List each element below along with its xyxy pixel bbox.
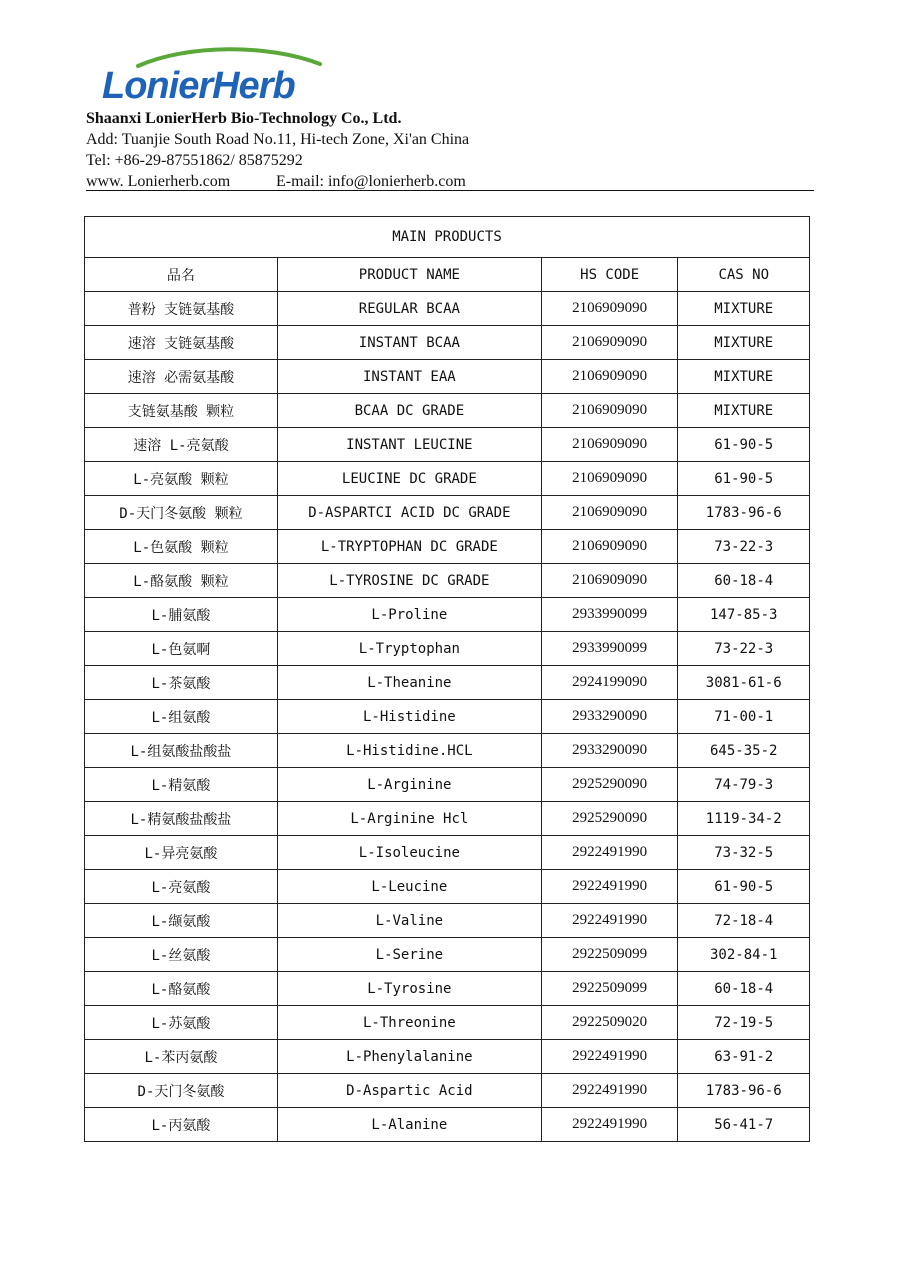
cell-chinese-name: L-精氨酸盐酸盐 [85, 802, 278, 836]
cell-hs-code: 2925290090 [541, 802, 678, 836]
cell-product-name: INSTANT BCAA [277, 326, 541, 360]
cell-cas-no: 1783-96-6 [678, 496, 810, 530]
cell-chinese-name: 速溶 支链氨基酸 [85, 326, 278, 360]
cell-product-name: L-Threonine [277, 1006, 541, 1040]
cell-product-name: L-Histidine [277, 700, 541, 734]
table-row [85, 428, 810, 462]
cell-product-name: L-Histidine.HCL [277, 734, 541, 768]
cell-hs-code: 2933990099 [541, 598, 678, 632]
company-contact-line [86, 171, 469, 192]
cell-hs-code: 2922491990 [541, 1040, 678, 1074]
cell-cas-no: 63-91-2 [678, 1040, 810, 1074]
table-row [85, 1074, 810, 1108]
cell-hs-code: 2922491990 [541, 870, 678, 904]
table-row [85, 904, 810, 938]
company-name: Shaanxi LonierHerb Bio-Technology Co., Ltd. [86, 110, 402, 127]
table-row [85, 632, 810, 666]
cell-chinese-name: 普粉 支链氨基酸 [85, 292, 278, 326]
cell-cas-no: 60-18-4 [678, 564, 810, 598]
company-tel: Tel: +86-29-87551862/ 85875292 [86, 152, 303, 169]
lonierherb-logo [98, 46, 338, 106]
cell-product-name: L-Leucine [277, 870, 541, 904]
table-row [85, 564, 810, 598]
company-address: Add: Tuanjie South Road No.11, Hi-tech Zone, Xi'an China [86, 131, 470, 148]
logo-wordmark: LonierHerb [102, 65, 295, 106]
col-header-chinese-name: 品名 [85, 258, 278, 292]
cell-product-name: INSTANT EAA [277, 360, 541, 394]
cell-product-name: L-TRYPTOPHAN DC GRADE [277, 530, 541, 564]
cell-cas-no: 73-32-5 [678, 836, 810, 870]
company-email: E-mail: info@lonierherb.com [276, 173, 466, 190]
table-row [85, 734, 810, 768]
table-title: MAIN PRODUCTS [85, 217, 810, 258]
cell-cas-no: 71-00-1 [678, 700, 810, 734]
cell-hs-code: 2922491990 [541, 836, 678, 870]
cell-product-name: REGULAR BCAA [277, 292, 541, 326]
cell-chinese-name: L-异亮氨酸 [85, 836, 278, 870]
cell-hs-code: 2106909090 [541, 496, 678, 530]
cell-chinese-name: L-脯氨酸 [85, 598, 278, 632]
header-divider [86, 190, 814, 191]
table-row [85, 802, 810, 836]
table-row [85, 768, 810, 802]
cell-hs-code: 2106909090 [541, 530, 678, 564]
cell-hs-code: 2106909090 [541, 564, 678, 598]
cell-chinese-name: L-丙氨酸 [85, 1108, 278, 1142]
cell-product-name: L-Arginine Hcl [277, 802, 541, 836]
cell-hs-code: 2922491990 [541, 1074, 678, 1108]
cell-cas-no: 3081-61-6 [678, 666, 810, 700]
cell-chinese-name: L-酪氨酸 [85, 972, 278, 1006]
cell-product-name: L-Tryptophan [277, 632, 541, 666]
cell-cas-no: 73-22-3 [678, 530, 810, 564]
company-info [86, 108, 469, 192]
cell-hs-code: 2922509099 [541, 938, 678, 972]
cell-cas-no: 61-90-5 [678, 428, 810, 462]
table-row [85, 360, 810, 394]
cell-chinese-name: L-亮氨酸 [85, 870, 278, 904]
cell-product-name: D-ASPARTCI ACID DC GRADE [277, 496, 541, 530]
cell-chinese-name: L-缬氨酸 [85, 904, 278, 938]
cell-chinese-name: 支链氨基酸 颗粒 [85, 394, 278, 428]
cell-product-name: D-Aspartic Acid [277, 1074, 541, 1108]
logo-leaf-arc [138, 49, 320, 66]
table-row [85, 496, 810, 530]
table-row [85, 326, 810, 360]
cell-product-name: L-Arginine [277, 768, 541, 802]
cell-cas-no: 61-90-5 [678, 462, 810, 496]
cell-hs-code: 2922509099 [541, 972, 678, 1006]
cell-hs-code: 2922491990 [541, 904, 678, 938]
table-row [85, 394, 810, 428]
cell-product-name: L-TYROSINE DC GRADE [277, 564, 541, 598]
table-row [85, 462, 810, 496]
cell-hs-code: 2106909090 [541, 360, 678, 394]
cell-hs-code: 2924199090 [541, 666, 678, 700]
cell-cas-no: 147-85-3 [678, 598, 810, 632]
table-row [85, 1108, 810, 1142]
table-row [85, 598, 810, 632]
table-row [85, 666, 810, 700]
cell-hs-code: 2922509020 [541, 1006, 678, 1040]
cell-chinese-name: L-组氨酸盐酸盐 [85, 734, 278, 768]
cell-cas-no: MIXTURE [678, 326, 810, 360]
cell-cas-no: 645-35-2 [678, 734, 810, 768]
cell-cas-no: 1783-96-6 [678, 1074, 810, 1108]
cell-chinese-name: L-精氨酸 [85, 768, 278, 802]
cell-hs-code: 2106909090 [541, 462, 678, 496]
col-header-cas-no: CAS NO [678, 258, 810, 292]
cell-product-name: L-Theanine [277, 666, 541, 700]
table-row [85, 870, 810, 904]
cell-hs-code: 2933990099 [541, 632, 678, 666]
cell-cas-no: 1119-34-2 [678, 802, 810, 836]
table-row [85, 1006, 810, 1040]
table-row [85, 972, 810, 1006]
cell-chinese-name: 速溶 必需氨基酸 [85, 360, 278, 394]
cell-cas-no: 73-22-3 [678, 632, 810, 666]
cell-chinese-name: 速溶 L-亮氨酸 [85, 428, 278, 462]
main-products-table [84, 216, 810, 1142]
cell-cas-no: 72-19-5 [678, 1006, 810, 1040]
table-header-row [85, 258, 810, 292]
cell-chinese-name: L-亮氨酸 颗粒 [85, 462, 278, 496]
cell-product-name: L-Isoleucine [277, 836, 541, 870]
cell-cas-no: MIXTURE [678, 360, 810, 394]
cell-cas-no: 74-79-3 [678, 768, 810, 802]
cell-chinese-name: L-茶氨酸 [85, 666, 278, 700]
cell-chinese-name: L-组氨酸 [85, 700, 278, 734]
cell-hs-code: 2922491990 [541, 1108, 678, 1142]
cell-product-name: L-Phenylalanine [277, 1040, 541, 1074]
table-row [85, 1040, 810, 1074]
cell-hs-code: 2106909090 [541, 292, 678, 326]
cell-product-name: BCAA DC GRADE [277, 394, 541, 428]
cell-hs-code: 2933290090 [541, 700, 678, 734]
cell-cas-no: MIXTURE [678, 394, 810, 428]
col-header-hs-code: HS CODE [541, 258, 678, 292]
company-website: www. Lonierherb.com [86, 173, 231, 190]
cell-hs-code: 2933290090 [541, 734, 678, 768]
table-row [85, 700, 810, 734]
cell-cas-no: 60-18-4 [678, 972, 810, 1006]
cell-hs-code: 2106909090 [541, 394, 678, 428]
cell-cas-no: 56-41-7 [678, 1108, 810, 1142]
cell-cas-no: MIXTURE [678, 292, 810, 326]
cell-product-name: L-Valine [277, 904, 541, 938]
cell-product-name: L-Tyrosine [277, 972, 541, 1006]
col-header-product-name: PRODUCT NAME [277, 258, 541, 292]
cell-hs-code: 2106909090 [541, 428, 678, 462]
cell-hs-code: 2106909090 [541, 326, 678, 360]
table-row [85, 938, 810, 972]
cell-cas-no: 61-90-5 [678, 870, 810, 904]
table-body [85, 292, 810, 1142]
cell-chinese-name: L-苯丙氨酸 [85, 1040, 278, 1074]
cell-chinese-name: D-天门冬氨酸 颗粒 [85, 496, 278, 530]
cell-chinese-name: L-苏氨酸 [85, 1006, 278, 1040]
cell-product-name: L-Alanine [277, 1108, 541, 1142]
table-row [85, 836, 810, 870]
cell-product-name: L-Serine [277, 938, 541, 972]
cell-hs-code: 2925290090 [541, 768, 678, 802]
table-row [85, 292, 810, 326]
cell-cas-no: 72-18-4 [678, 904, 810, 938]
cell-product-name: L-Proline [277, 598, 541, 632]
cell-chinese-name: D-天门冬氨酸 [85, 1074, 278, 1108]
cell-product-name: LEUCINE DC GRADE [277, 462, 541, 496]
cell-chinese-name: L-色氨酸 颗粒 [85, 530, 278, 564]
cell-chinese-name: L-丝氨酸 [85, 938, 278, 972]
cell-chinese-name: L-色氨啊 [85, 632, 278, 666]
table-row [85, 530, 810, 564]
table-title-row [85, 217, 810, 258]
cell-product-name: INSTANT LEUCINE [277, 428, 541, 462]
cell-cas-no: 302-84-1 [678, 938, 810, 972]
cell-chinese-name: L-酪氨酸 颗粒 [85, 564, 278, 598]
